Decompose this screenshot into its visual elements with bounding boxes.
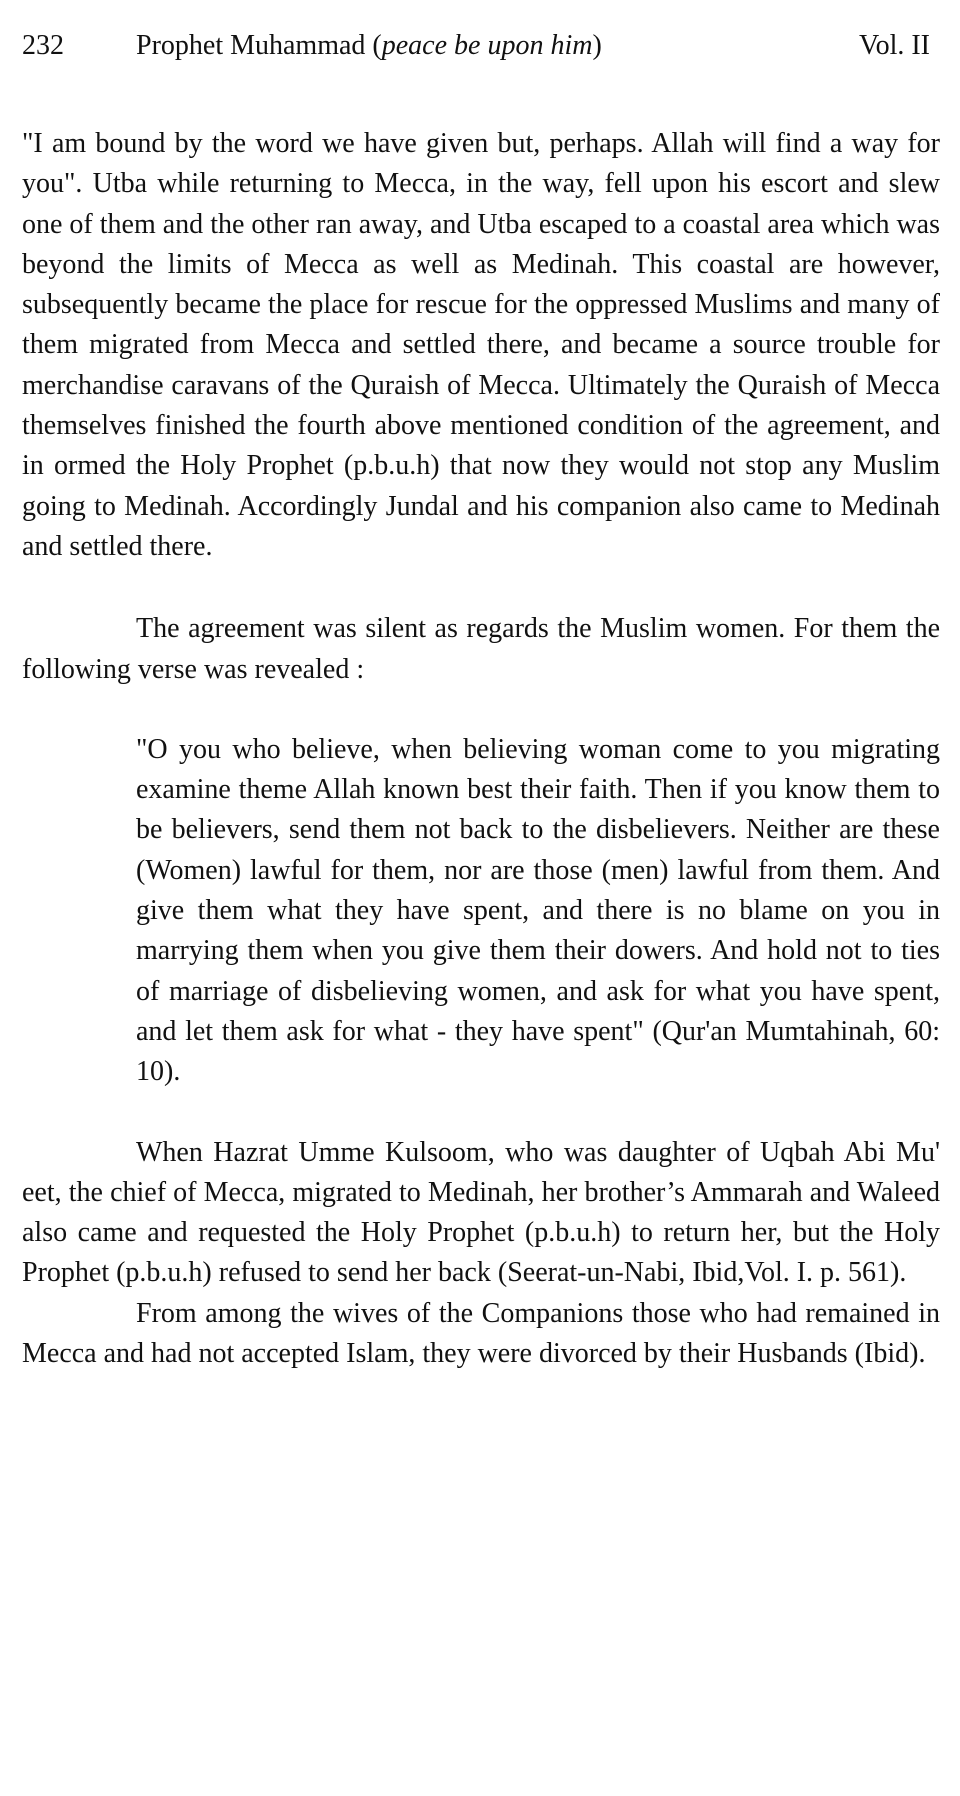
paragraph-agreement-women: The agreement was silent as regards the Muslim women. For them the following verse was revealed : <box>22 613 940 685</box>
paragraph-utba-escape: "I am bound by the word we have given but, perhaps. Allah will find a way for you". Utba while returning to Mecca, in the way, fell upon his escort and slew one of them and the other ran away, and Utba escaped to a coastal area which was beyond the limits of Mecca as well as Medinah. This coastal are however, subsequently became the place for rescue for the oppressed Muslims and many of them migrated from Mecca and settled there, and became a source trouble for merchandise caravans of the Quraish of Mecca. Ultimately the Quraish of Mecca themselves finished the fourth above mentioned condition of the agreement, and in ormed the Holy Prophet (p.b.u.h) that now they would not stop any Muslim going to Medinah. Accordingly Jundal and his companion also came to Medinah and settled there. <box>22 128 940 562</box>
running-title <box>136 24 602 68</box>
page-number: 232 <box>22 30 64 61</box>
volume-label: Vol. II <box>858 30 930 61</box>
running-title-italic: peace be upon him <box>381 30 593 61</box>
page-body <box>22 124 940 1374</box>
running-title-prefix: Prophet Muhammad ( <box>136 30 382 61</box>
quran-verse-quote: "O you who believe, when believing woman come to you migrating examine theme Allah known best their faith. Then if you know them to be believers, send them not back to the disbelievers. Neither are these (Women) lawful for them, nor are those (men) lawful from them. And give them what they have spent, and there is no blame on you in marrying them when you give them their dowers. And hold not to ties of marriage of disbelieving women, and ask for what you have spent, and let them ask for what - they have spent" (Qur'an Mumtahinah, 60: 10). <box>136 733 940 1088</box>
paragraph-wives-divorced: From among the wives of the Companions those who had remained in Mecca and had not accepted Islam, they were divorced by their Husbands (Ibid). <box>22 1297 940 1370</box>
paragraph-umme-kulsoom: When Hazrat Umme Kulsoom, who was daughter of Uqbah Abi Mu' eet, the chief of Mecca, migrated to Medinah, her brother’s Ammarah and Waleed also came and requested the Holy Prophet (p.b.u.h) to return her, but the Holy Prophet (p.b.u.h) refused to send her back (Seerat-un-Nabi, Ibid,Vol. I. p. 561). <box>22 1136 940 1289</box>
page-header <box>22 24 940 68</box>
running-title-suffix: ) <box>592 30 602 61</box>
